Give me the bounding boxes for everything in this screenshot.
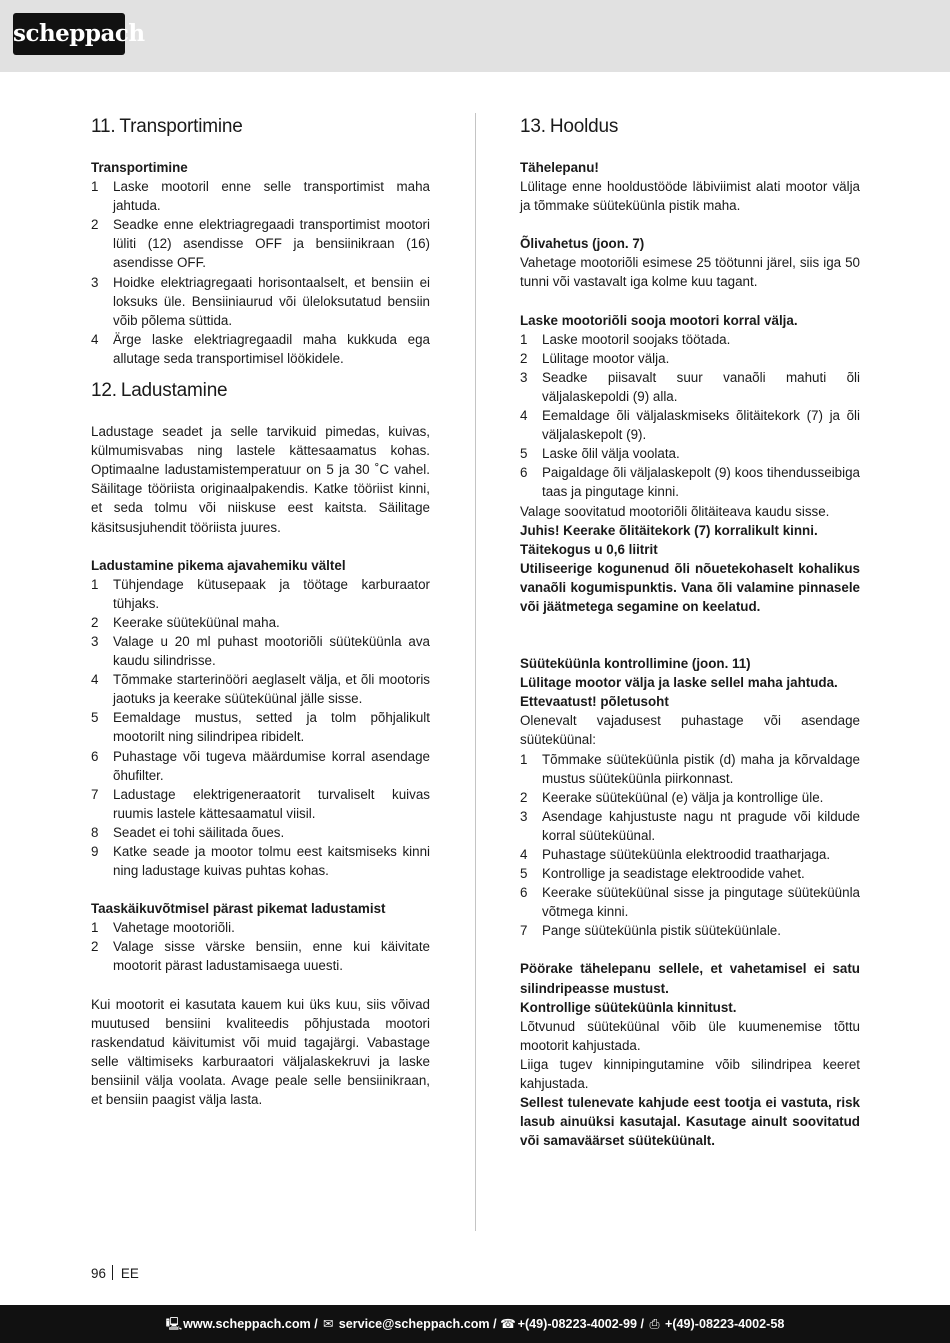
list-item-text: Ladustage elektrigeneraatorit turvaliselt kuivas ruumis lastele kättesaamatul viisil.: [113, 786, 430, 821]
list-item-text: Seadet ei tohi säilitada õues.: [113, 824, 285, 840]
list-item-text: Keerake süüteküünal maha.: [113, 614, 280, 630]
footer-email[interactable]: service@scheppach.com: [338, 1317, 490, 1331]
list-item-number: 6: [91, 748, 99, 764]
footer-separator: /: [493, 1317, 497, 1331]
oil-drain-list: [520, 330, 860, 502]
section-11-number: 11.: [91, 116, 116, 137]
list-item: [520, 444, 860, 463]
list-item: [520, 845, 860, 864]
page-number: 96: [91, 1266, 106, 1281]
footer-fax: +(49)-08223-4002-58: [665, 1317, 785, 1331]
list-item: [91, 842, 430, 880]
left-column: [91, 114, 430, 1109]
list-item-number: 1: [91, 179, 99, 195]
oil-change-text: Vahetage mootoriõli esimese 25 töötunni järel, siis iga 50 tunni või vastavalt iga kolme kuu tagant.: [520, 255, 860, 290]
fax-icon: ⎙: [649, 1317, 660, 1331]
list-item-text: Tõmmake süüteküünla pistik (d) maha ja kõrvaldage mustus süüteküünla piirkonnast.: [542, 751, 860, 786]
transport-list: [91, 177, 430, 368]
footer-separator: /: [314, 1317, 318, 1331]
list-item-text: Paigaldage õli väljalaskepolt (9) koos tihendusseibiga taas ja pingutage kinni.: [542, 465, 860, 500]
list-item-text: Laske mootoril soojaks töötada.: [542, 331, 731, 347]
attention-text: Lülitage enne hooldustööde läbiviimist alati mootor välja ja tõmmake süüteküünla pistik maha.: [520, 179, 860, 214]
list-item-number: 1: [91, 920, 99, 936]
list-item-number: 8: [91, 824, 99, 840]
list-item-text: Lülitage mootor välja.: [542, 350, 670, 366]
section-13-title: Hooldus: [549, 116, 619, 137]
long-storage-heading: Ladustamine pikema ajavahemiku vältel: [91, 557, 346, 573]
storage-closing-text: Kui mootorit ei kasutata kauem kui üks kuu, siis võivad muutused bensiini kvaliteedis põhjustada mootori raskendatud käivitumist või muid tagajärgi. Vabastage selle vältimiseks karburaatori väljalaskekruvi ja laske bensiinil välja voolata. Avage peale selle bensiinikraan, et bensiin paagist välja lasta.: [91, 996, 430, 1108]
long-storage-list: [91, 575, 430, 881]
list-item-number: 2: [520, 789, 528, 805]
list-item: [520, 788, 860, 807]
list-item-number: 3: [91, 633, 99, 649]
oil-fill-text: Valage soovitatud mootoriõli õlitäiteava kaudu sisse.: [520, 503, 830, 519]
list-item-number: 3: [520, 808, 528, 824]
list-item-text: Laske mootoril enne selle transportimist maha jahtuda.: [113, 179, 430, 214]
list-item-text: Puhastage süüteküünla elektroodid traatharjaga.: [542, 847, 831, 862]
oil-fill-quantity: Täitekogus u 0,6 liitrit: [520, 541, 658, 557]
list-item-number: 2: [91, 217, 99, 233]
list-item: [91, 330, 430, 368]
oil-change-heading: Õlivahetus (joon. 7): [520, 236, 645, 252]
restart-list: [91, 918, 430, 975]
list-item-number: 1: [91, 576, 99, 592]
section-12-number: 12.: [91, 380, 117, 402]
list-item-text: Tõmmake starterinööri aeglaselt välja, et õli mootoris jaotuks ja keerake süüteküünal jälle sisse.: [113, 672, 430, 707]
spark-plug-warning: Lülitage mootor välja ja laske sellel maha jahtuda.: [520, 675, 838, 691]
storage-intro: Ladustage seadet ja selle tarvikuid pimedas, kuivas, külmumisvabas ning lastele kättesaamatus kohas. Optimaalne ladustamistemperatuur on 5 ja 30 ˚C vahel. Säilitage tööriista originaalpakendis. Katke tööriist kinni, et seda tolmu või niiskuse eest kaitsta. Säilitage käsitsusjuhendit tööriista juures.: [91, 424, 430, 535]
list-item: [91, 918, 430, 937]
right-column: [520, 114, 860, 1150]
list-item-text: Hoidke elektriagregaati horisontaalselt, et bensiin ei loksuks üle. Bensiiniaurud või üleloksutatud bensiin võib põlema süttida.: [113, 274, 430, 328]
list-item: [91, 747, 430, 785]
list-item-number: 1: [520, 751, 528, 767]
list-item-text: Katke seade ja mootor tolmu eest kaitsmiseks kinni ning ladustage kuivas puhtas kohas.: [113, 844, 430, 879]
mail-icon: ✉: [322, 1317, 334, 1331]
scheppach-logo: scheppach: [13, 13, 125, 55]
list-item: [520, 883, 860, 921]
list-item-number: 2: [91, 614, 99, 630]
list-item-number: 4: [91, 331, 99, 347]
list-item-text: Asendage kahjustuste nagu nt pragude või kildude korral süüteküünal.: [542, 808, 860, 843]
list-item: [520, 368, 860, 406]
list-item: [520, 463, 860, 501]
list-item-text: Vahetage mootoriõli.: [113, 920, 235, 936]
list-item-text: Keerake süüteküünal (e) välja ja kontrollige üle.: [542, 789, 824, 805]
list-item: [520, 750, 860, 788]
column-divider: [475, 113, 476, 1231]
list-item-number: 7: [520, 923, 528, 939]
header-band: [0, 0, 950, 72]
plug-overtight-text: Liiga tugev kinnipingutamine võib silindripea keeret kahjustada.: [520, 1056, 860, 1092]
list-item-text: Kontrollige ja seadistage elektroodide vahet.: [542, 866, 805, 882]
oil-dispose-text: Utiliseerige kogunenud õli nõuetekohaselt kohalikus vanaõli kogumispunktis. Vana õli valamine pinnasele või jäätmetega segamine on keelatud.: [520, 560, 860, 614]
plug-loose-text: Lõtvunud süüteküünal võib üle kuumenemise tõttu mootorit kahjustada.: [520, 1018, 860, 1053]
list-item-number: 6: [520, 885, 528, 901]
spark-plug-intro: Olenevalt vajadusest puhastage või asendage süüteküünal:: [520, 713, 860, 748]
section-12-heading: [91, 378, 430, 404]
list-item-number: 3: [91, 274, 99, 290]
list-item-text: Eemaldage mustus, setted ja tolm põhjalikult mootorilt ning silindripea ribidelt.: [113, 710, 430, 745]
list-item: [520, 921, 860, 940]
transport-subheading: Transportimine: [91, 160, 188, 175]
list-item: [91, 708, 430, 746]
list-item: [91, 785, 430, 823]
phone-icon: ☎: [500, 1317, 516, 1331]
plug-tight-heading: Kontrollige süüteküünla kinnitust.: [520, 999, 737, 1015]
page-number-label: [91, 1265, 139, 1282]
oil-fill-note: Juhis! Keerake õlitäitekork (7) korralikult kinni.: [520, 522, 818, 538]
list-item: [91, 632, 430, 670]
list-item-text: Eemaldage õli väljalaskmiseks õlitäitekork (7) ja õli väljalaskepolt (9).: [542, 408, 860, 443]
list-item: [91, 823, 430, 842]
list-item: [520, 330, 860, 349]
list-item: [91, 937, 430, 975]
list-item-text: Tühjendage kütusepaak ja töötage karburaator tühjaks.: [113, 576, 430, 611]
list-item-text: Seadke piisavalt suur vanaõli mahuti õli väljalaskepoldi (9) alla.: [542, 369, 860, 404]
list-item-text: Laske õlil välja voolata.: [542, 446, 680, 462]
list-item-number: 1: [520, 331, 528, 347]
list-item-number: 5: [520, 446, 528, 462]
oil-drain-heading: Laske mootoriõli sooja mootori korral välja.: [520, 312, 798, 328]
list-item-text: Seadke enne elektriagregaadi transportimist mootori lüliti (12) asendisse OFF ja bensiinikraan (16) asendisse OFF.: [113, 217, 430, 271]
language-code: EE: [120, 1266, 139, 1281]
burn-warning: Ettevaatust! põletusoht: [520, 694, 669, 710]
section-13-number: 13.: [520, 116, 546, 137]
spark-plug-heading: Süüteküünla kontrollimine (joon. 11): [520, 656, 751, 672]
list-item-number: 2: [520, 350, 528, 366]
footer-website[interactable]: www.scheppach.com: [183, 1317, 311, 1331]
list-item-text: Ärge laske elektriagregaadil maha kukkuda ega allutage seda transportimisel löökidele.: [113, 331, 430, 366]
list-item: [520, 349, 860, 368]
list-item-number: 4: [520, 847, 528, 862]
list-item-number: 4: [520, 408, 528, 424]
list-item: [91, 670, 430, 708]
list-item: [91, 215, 430, 272]
list-item-number: 6: [520, 465, 528, 481]
list-item-text: Pange süüteküünla pistik süüteküünlale.: [542, 923, 781, 939]
list-item-number: 9: [91, 844, 99, 859]
list-item: [91, 273, 430, 330]
attention-heading: Tähelepanu!: [520, 160, 599, 175]
list-item: [520, 807, 860, 845]
list-item-number: 3: [520, 369, 528, 385]
dirt-warning: Pöörake tähelepanu sellele, et vahetamisel ei satu silindripeasse mustust.: [520, 961, 860, 996]
list-item-number: 7: [91, 786, 99, 802]
list-item-number: 2: [91, 939, 99, 955]
computer-icon: 🖳: [165, 1317, 183, 1331]
list-item-text: Puhastage või tugeva määrdumise korral asendage õhufilter.: [113, 748, 430, 783]
section-12-title: Ladustamine: [120, 380, 228, 402]
section-11-title: Transportimine: [119, 116, 243, 137]
list-item-text: Valage u 20 ml puhast mootoriõli süüteküünla ava kaudu silindrisse.: [113, 633, 430, 669]
restart-heading: Taaskäikuvõtmisel pärast pikemat ladustamist: [91, 901, 386, 917]
spark-plug-list: [520, 750, 860, 941]
list-item: [520, 406, 860, 444]
list-item-number: 5: [520, 866, 528, 882]
list-item-text: Valage sisse värske bensiin, enne kui käivitate mootorit pärast ladustamisaega uuesti.: [113, 939, 430, 974]
liability-text: Sellest tulenevate kahjude eest tootja ei vastuta, risk lasub ainuüksi kasutajal. Kasutage ainult soovitatud või samaväärset süüteküünalt.: [520, 1095, 860, 1149]
footer-separator: /: [640, 1317, 644, 1331]
section-11-heading: [91, 114, 430, 140]
footer-phone[interactable]: +(49)-08223-4002-99: [517, 1317, 637, 1331]
footer-contact-bar: [0, 1305, 950, 1343]
list-item: [520, 864, 860, 883]
list-item-text: Keerake süüteküünal sisse ja pingutage süüteküünla võtmega kinni.: [542, 885, 860, 920]
list-item: [91, 177, 430, 215]
list-item: [91, 575, 430, 613]
list-item: [91, 613, 430, 632]
list-item-number: 4: [91, 672, 99, 688]
section-13-heading: [520, 114, 860, 140]
list-item-number: 5: [91, 710, 99, 726]
